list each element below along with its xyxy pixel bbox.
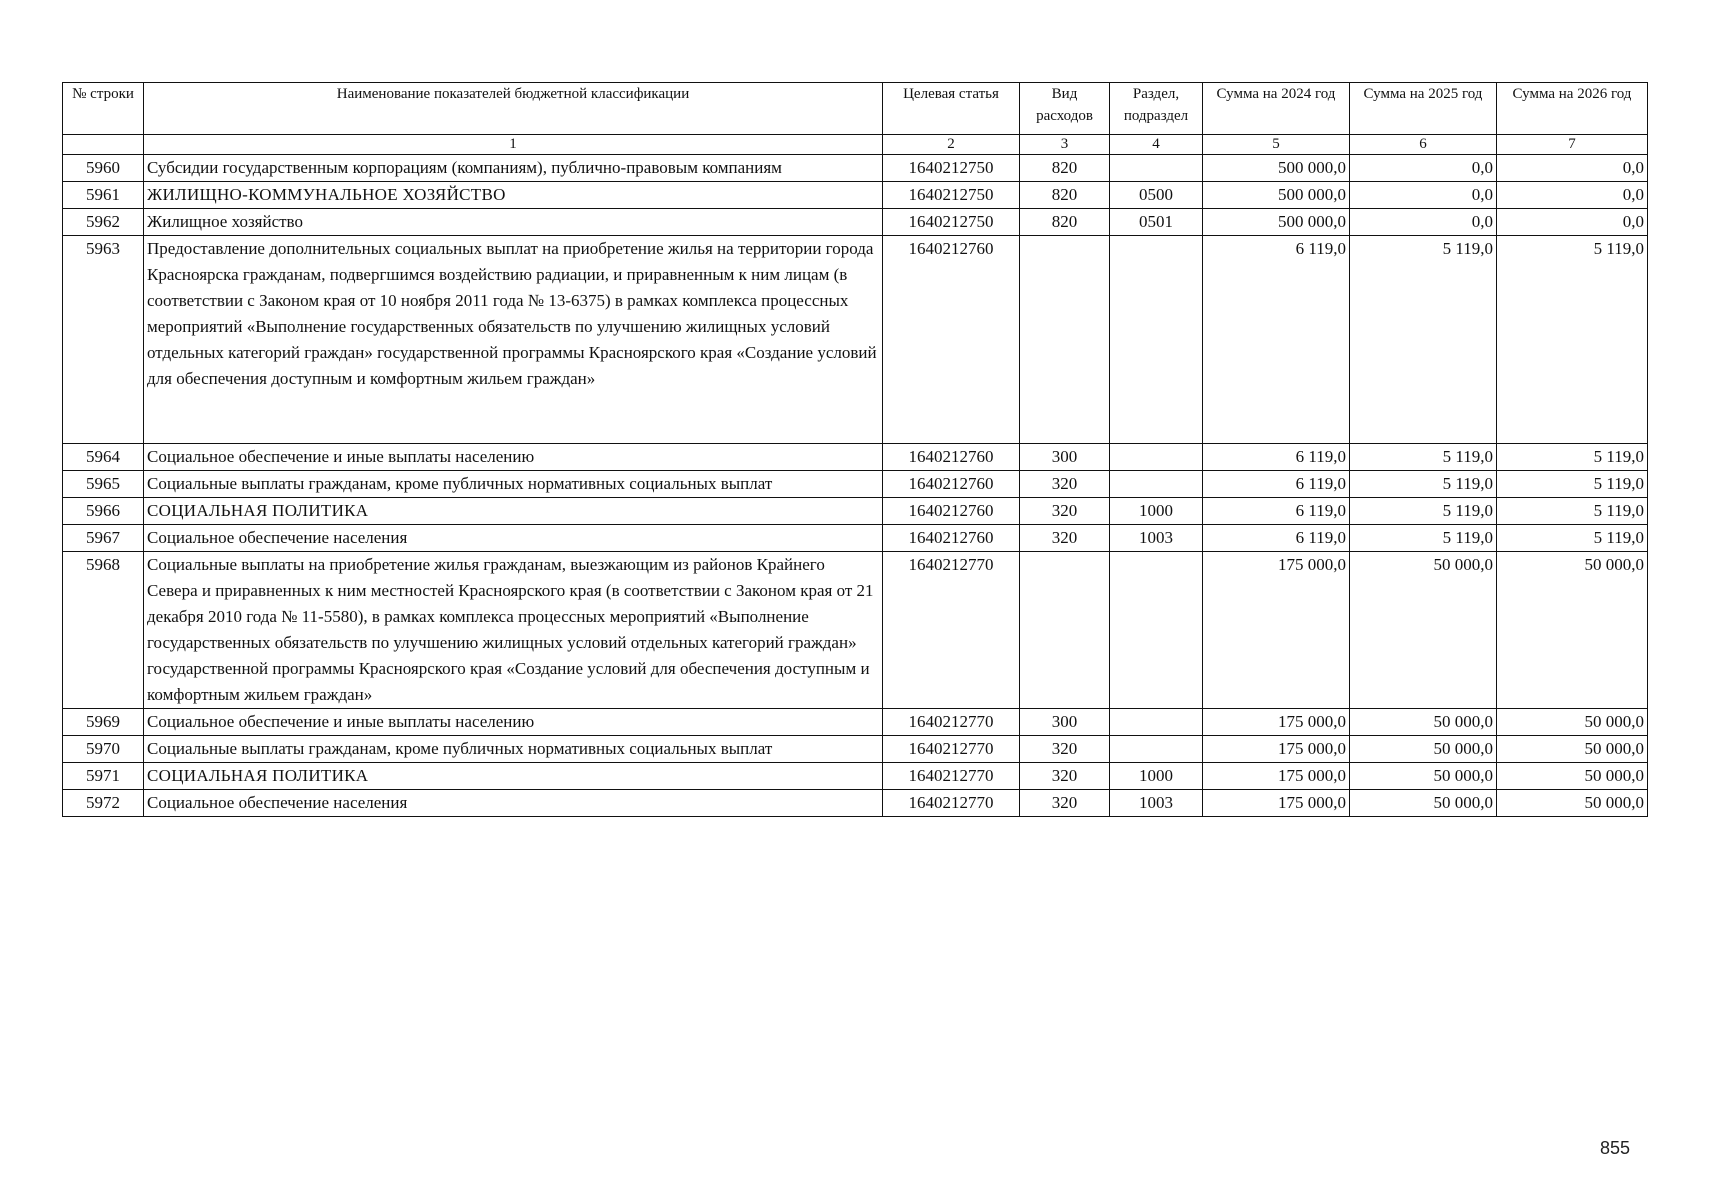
row-sum-2024: 175 000,0 (1203, 763, 1350, 790)
row-number: 5964 (63, 444, 144, 471)
row-section: 0500 (1110, 182, 1203, 209)
row-name: Социальные выплаты гражданам, кроме публичных нормативных социальных выплат (144, 736, 883, 763)
column-number (63, 135, 144, 155)
row-section: 0501 (1110, 209, 1203, 236)
row-sum-2024: 175 000,0 (1203, 709, 1350, 736)
row-target: 1640212750 (883, 209, 1020, 236)
column-number: 2 (883, 135, 1020, 155)
row-sum-2026: 0,0 (1497, 209, 1648, 236)
table-row (63, 498, 1648, 525)
row-number: 5961 (63, 182, 144, 209)
row-sum-2026: 50 000,0 (1497, 552, 1648, 709)
row-name: Субсидии государственным корпорациям (компаниям), публично-правовым компаниям (144, 155, 883, 182)
header-name: Наименование показателей бюджетной классификации (144, 83, 883, 135)
row-kind: 320 (1020, 790, 1110, 817)
column-number: 6 (1350, 135, 1497, 155)
row-sum-2024: 6 119,0 (1203, 444, 1350, 471)
row-sum-2024: 6 119,0 (1203, 471, 1350, 498)
row-sum-2026: 50 000,0 (1497, 763, 1648, 790)
row-section (1110, 155, 1203, 182)
header-row-no: № строки (63, 83, 144, 135)
table-row (63, 763, 1648, 790)
row-sum-2025: 50 000,0 (1350, 763, 1497, 790)
row-kind: 320 (1020, 498, 1110, 525)
row-number: 5967 (63, 525, 144, 552)
row-kind (1020, 552, 1110, 709)
header-target: Целевая статья (883, 83, 1020, 135)
row-number: 5968 (63, 552, 144, 709)
row-name: Социальное обеспечение населения (144, 525, 883, 552)
row-sum-2025: 5 119,0 (1350, 236, 1497, 444)
row-sum-2026: 50 000,0 (1497, 709, 1648, 736)
row-number: 5962 (63, 209, 144, 236)
row-number: 5965 (63, 471, 144, 498)
row-kind: 820 (1020, 182, 1110, 209)
row-name: СОЦИАЛЬНАЯ ПОЛИТИКА (144, 498, 883, 525)
row-sum-2024: 175 000,0 (1203, 790, 1350, 817)
document-page (62, 82, 1647, 817)
budget-table (62, 82, 1648, 817)
row-number: 5963 (63, 236, 144, 444)
row-sum-2024: 6 119,0 (1203, 525, 1350, 552)
row-sum-2024: 500 000,0 (1203, 182, 1350, 209)
row-kind: 320 (1020, 736, 1110, 763)
row-number: 5970 (63, 736, 144, 763)
row-sum-2024: 175 000,0 (1203, 552, 1350, 709)
row-kind: 820 (1020, 209, 1110, 236)
table-row (63, 790, 1648, 817)
table-row (63, 471, 1648, 498)
header-sum-2025: Сумма на 2025 год (1350, 83, 1497, 135)
column-number: 4 (1110, 135, 1203, 155)
row-kind: 300 (1020, 709, 1110, 736)
row-sum-2025: 0,0 (1350, 155, 1497, 182)
row-kind: 820 (1020, 155, 1110, 182)
header-sum-2024: Сумма на 2024 год (1203, 83, 1350, 135)
row-name: Социальные выплаты на приобретение жилья гражданам, выезжающим из районов Крайнего Севера и приравненных к ним местностей Красноярского края (в соответствии с Законом края от 21 декабря 2010 года № 11-5580), в рамках комплекса процессных мероприятий «Выполнение государственных обязательств по улучшению жилищных условий отдельных категорий граждан» государственной программы Красноярского края «Создание условий для обеспечения доступным и комфортным жильем граждан» (144, 552, 883, 709)
row-name: Социальное обеспечение и иные выплаты населению (144, 709, 883, 736)
row-section (1110, 236, 1203, 444)
table-row (63, 155, 1648, 182)
row-sum-2026: 0,0 (1497, 155, 1648, 182)
row-sum-2025: 0,0 (1350, 209, 1497, 236)
table-row (63, 709, 1648, 736)
row-name: Социальное обеспечение населения (144, 790, 883, 817)
table-row (63, 182, 1648, 209)
row-sum-2026: 50 000,0 (1497, 736, 1648, 763)
column-number: 3 (1020, 135, 1110, 155)
row-name: Социальные выплаты гражданам, кроме публичных нормативных социальных выплат (144, 471, 883, 498)
row-number: 5966 (63, 498, 144, 525)
row-kind: 320 (1020, 471, 1110, 498)
header-section: Раздел, подраздел (1110, 83, 1203, 135)
header-kind: Вид расходов (1020, 83, 1110, 135)
row-number: 5972 (63, 790, 144, 817)
row-sum-2025: 5 119,0 (1350, 444, 1497, 471)
table-row (63, 736, 1648, 763)
row-number: 5969 (63, 709, 144, 736)
row-section: 1003 (1110, 790, 1203, 817)
row-sum-2026: 5 119,0 (1497, 236, 1648, 444)
row-sum-2026: 5 119,0 (1497, 471, 1648, 498)
table-row (63, 552, 1648, 709)
row-target: 1640212760 (883, 471, 1020, 498)
column-number-row (63, 135, 1648, 155)
table-row (63, 525, 1648, 552)
row-kind: 320 (1020, 525, 1110, 552)
row-target: 1640212770 (883, 552, 1020, 709)
row-sum-2024: 6 119,0 (1203, 236, 1350, 444)
row-sum-2026: 5 119,0 (1497, 444, 1648, 471)
row-sum-2025: 50 000,0 (1350, 709, 1497, 736)
row-sum-2025: 0,0 (1350, 182, 1497, 209)
row-sum-2025: 5 119,0 (1350, 471, 1497, 498)
row-target: 1640212770 (883, 736, 1020, 763)
row-sum-2024: 500 000,0 (1203, 155, 1350, 182)
row-sum-2026: 50 000,0 (1497, 790, 1648, 817)
header-row (63, 83, 1648, 135)
row-section (1110, 709, 1203, 736)
row-target: 1640212770 (883, 709, 1020, 736)
row-target: 1640212770 (883, 790, 1020, 817)
column-number: 7 (1497, 135, 1648, 155)
row-kind: 300 (1020, 444, 1110, 471)
row-sum-2025: 50 000,0 (1350, 552, 1497, 709)
table-row (63, 209, 1648, 236)
row-section: 1000 (1110, 763, 1203, 790)
row-name: СОЦИАЛЬНАЯ ПОЛИТИКА (144, 763, 883, 790)
column-number: 1 (144, 135, 883, 155)
row-target: 1640212760 (883, 498, 1020, 525)
header-sum-2026: Сумма на 2026 год (1497, 83, 1648, 135)
row-sum-2026: 5 119,0 (1497, 525, 1648, 552)
row-sum-2025: 50 000,0 (1350, 790, 1497, 817)
row-sum-2025: 5 119,0 (1350, 498, 1497, 525)
row-target: 1640212760 (883, 525, 1020, 552)
row-section (1110, 736, 1203, 763)
row-section: 1003 (1110, 525, 1203, 552)
row-sum-2026: 0,0 (1497, 182, 1648, 209)
row-number: 5960 (63, 155, 144, 182)
row-name: Предоставление дополнительных социальных выплат на приобретение жилья на территории города Красноярска гражданам, подвергшимся воздействию радиации, и приравненным к ним лицам (в соответствии с Законом края от 10 ноября 2011 года № 13-6375) в рамках комплекса процессных мероприятий «Выполнение государственных обязательств по улучшению жилищных условий отдельных категорий граждан» государственной программы Красноярского края «Создание условий для обеспечения доступным и комфортным жильем граждан» (144, 236, 883, 444)
table-row (63, 236, 1648, 444)
row-name: ЖИЛИЩНО-КОММУНАЛЬНОЕ ХОЗЯЙСТВО (144, 182, 883, 209)
row-kind: 320 (1020, 763, 1110, 790)
row-target: 1640212750 (883, 155, 1020, 182)
column-number: 5 (1203, 135, 1350, 155)
row-sum-2024: 500 000,0 (1203, 209, 1350, 236)
row-target: 1640212770 (883, 763, 1020, 790)
row-section: 1000 (1110, 498, 1203, 525)
row-section (1110, 471, 1203, 498)
row-sum-2026: 5 119,0 (1497, 498, 1648, 525)
row-number: 5971 (63, 763, 144, 790)
row-section (1110, 444, 1203, 471)
table-row (63, 444, 1648, 471)
row-target: 1640212750 (883, 182, 1020, 209)
row-sum-2025: 5 119,0 (1350, 525, 1497, 552)
row-name: Жилищное хозяйство (144, 209, 883, 236)
row-kind (1020, 236, 1110, 444)
row-name: Социальное обеспечение и иные выплаты населению (144, 444, 883, 471)
page-number: 855 (1600, 1138, 1631, 1158)
row-sum-2024: 175 000,0 (1203, 736, 1350, 763)
row-target: 1640212760 (883, 236, 1020, 444)
row-sum-2025: 50 000,0 (1350, 736, 1497, 763)
row-sum-2024: 6 119,0 (1203, 498, 1350, 525)
row-target: 1640212760 (883, 444, 1020, 471)
row-section (1110, 552, 1203, 709)
